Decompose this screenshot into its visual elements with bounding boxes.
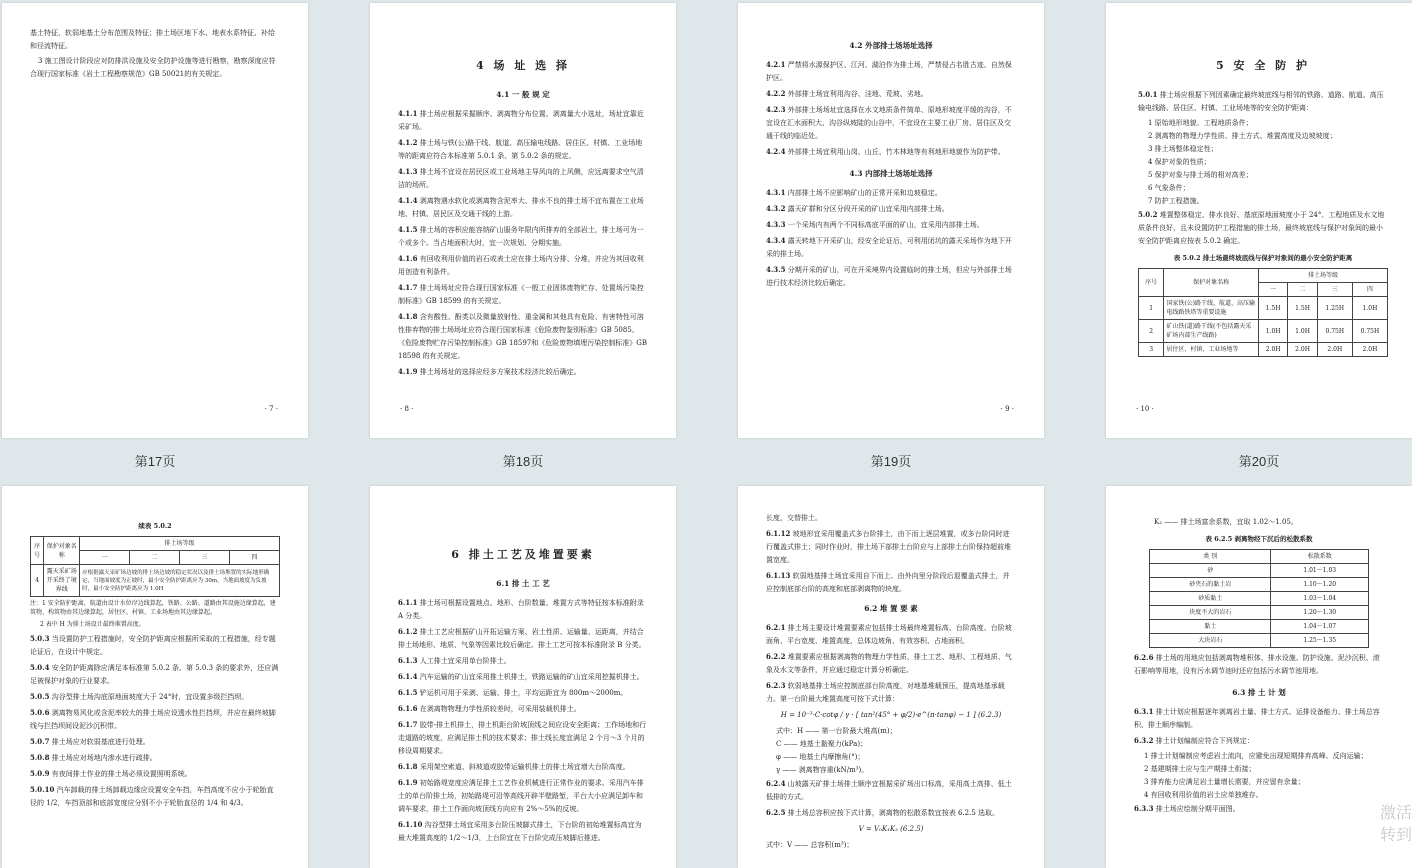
table-cell: 黏土	[1150, 620, 1271, 634]
clause-number: 5.0.4	[30, 663, 50, 672]
list-item: 7 防护工程措施。	[1148, 197, 1204, 205]
paragraph-list	[1134, 705, 1384, 748]
page-number: · 10 ·	[1136, 405, 1154, 413]
paragraph	[766, 202, 1016, 216]
clause-number: 5.0.1	[1138, 90, 1158, 99]
table-cell: 1.0H	[1352, 297, 1387, 320]
table-cell: 块度不大的岩石	[1150, 606, 1271, 620]
clause-number: 5.0.9	[30, 769, 50, 778]
clause-number: 6.2.2	[766, 652, 786, 661]
clause-text: 堆置要素应根据剥离物的物理力学性质、排土工艺、地形、工程地质、气象及水文等条件，并应通过稳定计算分析确定。	[766, 653, 1012, 674]
clause-number: 6.1.2	[398, 627, 418, 636]
text-line: 3 施工图设计阶段应对防排洪设施及安全防护设施等进行勘察，勘察深度应符合现行国家标准《岩土工程勘察规范》GB 50021的有关规定。	[30, 57, 276, 78]
clause-text: 软弱地基排土场应控制底部台阶高度，对地基堆载预压，提高地基承载力。第一台阶最大堆置高度可按下式计算：	[766, 682, 1005, 703]
paragraph	[766, 87, 1016, 101]
table-row	[1150, 564, 1369, 578]
table-cell: 3	[1139, 343, 1164, 357]
table-header: 二	[1288, 283, 1317, 297]
clause-number: 6.1.9	[398, 778, 418, 787]
list-item: 4 保护对象的性质；	[1148, 158, 1211, 166]
safety-distance-table-cont	[30, 536, 280, 597]
paragraph-list	[766, 621, 1016, 706]
activation-watermark: 激活 转到	[1380, 803, 1412, 844]
page-22[interactable]	[370, 486, 676, 868]
table-note: 2 表中 H 为排土场设计最终堆置高度。	[40, 621, 145, 628]
clause-text: 有回收利用价值的岩石或表土应在排土场内分排、分堆，并应为其回收利用创造有利条件。	[398, 255, 644, 276]
paragraph-list	[766, 58, 1016, 159]
table-cell: 大块岩石	[1150, 634, 1271, 648]
clause-text: 有夜间排土作业的排土场必须设置照明系统。	[51, 770, 192, 778]
clause-text: 排土场不宜设在居民区或工业场地主导风向的上风侧，应远离要求空气清洁的场所。	[398, 168, 644, 189]
page-17[interactable]	[2, 3, 308, 438]
clause-number: 6.1.6	[398, 704, 418, 713]
clause-text: 剥离物遇水软化或剥离物含泥率大、排水不良的排土场不宜布置在工业场地、村镇、居民区及交通干线的上游。	[398, 197, 644, 218]
paragraph	[398, 223, 648, 250]
paragraph	[766, 621, 1016, 648]
chapter-title: 4 场 址 选 择	[476, 59, 570, 72]
table-header: 四	[1352, 283, 1387, 297]
paragraph	[398, 760, 648, 774]
clause-text: 排土场的用地应包括剥离物堆积体、排水设施、防护设施、泥沙沉积、滚石影响等用地，没有污水调节池时还应包括污水调节池用地。	[1134, 654, 1380, 675]
paragraph	[398, 107, 648, 134]
clause-text: 一个采场内有两个不同标高底平面的矿山，宜采用内部排土场。	[787, 221, 984, 229]
clause-number: 6.2.1	[766, 623, 786, 632]
table-cell: 1.10～1.20	[1271, 578, 1369, 592]
paragraph	[766, 806, 1016, 820]
list-item: 4 有回收利用价值的岩土应单独堆存。	[1144, 791, 1263, 799]
table-cell: 1.0H	[1288, 320, 1317, 343]
paragraph	[766, 103, 1016, 143]
table-header: 序号	[1139, 269, 1164, 297]
clause-number: 6.3.2	[1134, 736, 1154, 745]
clause-text: 软弱地基排土场宜采用自下而上、由外向里分阶段后退覆盖式排土，并应控制底部台阶的高度和底部剥离物的块度。	[766, 572, 1010, 593]
paragraph	[1138, 88, 1388, 115]
table-cell: 矿山铁(道)路干线(不包括露天采矿场内部生产线路)	[1164, 320, 1259, 343]
table-cell: 0.75H	[1317, 320, 1352, 343]
paragraph	[398, 310, 648, 363]
text-line: 长度，交替排土。	[766, 514, 822, 522]
table-row	[1139, 343, 1388, 357]
clause-number: 4.3.1	[766, 188, 786, 197]
table-cell: 1.03～1.04	[1271, 592, 1369, 606]
clause-number: 6.2.3	[766, 681, 786, 690]
clause-text: 采用架空索道、斜坡道或胶带运输机排土的排土场宜增大台阶高度。	[419, 763, 630, 771]
table-header: 松散系数	[1271, 550, 1369, 564]
clause-number: 6.3.1	[1134, 707, 1154, 716]
clause-number: 4.2.1	[766, 60, 786, 69]
clause-number: 4.2.2	[766, 89, 786, 98]
clause-number: 4.2.4	[766, 147, 786, 156]
clause-text: 排土场场址应符合现行国家标准《一般工业固体废物贮存、处置场污染控制标准》GB 18599 的有关规定。	[398, 284, 644, 305]
clause-number: 4.3.4	[766, 236, 786, 245]
section-title: 4.2 外部排土场场址选择	[849, 41, 933, 50]
paragraph-list	[766, 777, 1016, 820]
table-cell: 应根据露天采矿场边坡的排土场边坡的稳定状况以及排土场堆置的实际地形确定，当地面坡度为正坡时，最小安全防护距离应为 30m，当地面坡度为负坡时，最小安全防护距离应为 1.0H	[80, 565, 280, 597]
table-caption: 表 6.2.5 剥离物经下沉后的松散系数	[1205, 535, 1313, 543]
paragraph	[30, 783, 280, 810]
clause-text: 排土计划应根据逐年剥离岩土量、排土方式、运排设备能力、排土场总容积、排土顺序编制。	[1134, 708, 1380, 729]
paragraph	[398, 654, 648, 668]
list-item: 3 排弃能力应满足岩土量增长需要，并应留有余量；	[1144, 778, 1305, 786]
table-header: 排土场等级	[1258, 269, 1387, 283]
table-header: 二	[130, 551, 180, 565]
clause-text: 沟谷型排土场宜采用多台阶压坡脚式排土，下台阶的初始堆置标高宜为最大堆置高度的 1/2～1/3，上台阶宜在下台阶完成压坡脚后推进。	[398, 821, 642, 842]
table-cell: 砂夹石的黏土岩	[1150, 578, 1271, 592]
section-title: 6.1 排 土 工 艺	[496, 579, 550, 588]
clause-number: 4.2.3	[766, 105, 786, 114]
clause-text: 沟谷型排土场沟底原地面坡度大于 24°时，宜设置多级拦挡坝。	[51, 693, 249, 701]
clause-text: 胶带-排土机排土，排土机距台阶坡顶线之间应设安全距离；工作场地和行走道路的坡度，应满足排土机的技术要求；排土线长度宜满足 2 个月～3 个月的移设周期要求。	[398, 721, 647, 755]
table-cell: 砂质黏土	[1150, 592, 1271, 606]
list-item: 3 排土场整体稳定性；	[1148, 145, 1218, 153]
list-item: 1 原始地形地貌、工程地质条件；	[1148, 119, 1253, 127]
paragraph	[398, 686, 648, 700]
table-cell: 0.75H	[1352, 320, 1387, 343]
chapter-title: 6 排土工艺及堆置要素	[451, 548, 595, 561]
table-row	[1139, 320, 1388, 343]
clause-text: 铲运机可用于采剥、运输、排土，平均运距宜为 800m～2000m。	[419, 689, 628, 697]
table-cell: 1.5H	[1288, 297, 1317, 320]
definition-list	[766, 725, 1016, 777]
clause-number: 6.2.6	[1134, 653, 1154, 662]
paragraph	[30, 735, 280, 749]
paragraph	[398, 818, 648, 845]
paragraph-list	[398, 107, 648, 379]
clause-number: 4.3.3	[766, 220, 786, 229]
formula: V = V₀K₁K₂ (6.2.5)	[858, 825, 924, 833]
formula: H = 10⁻³·C·cotφ / γ · [ tan²(45° + φ/2)·e^(π·tanφ) − 1 ] (6.2.3)	[780, 711, 1002, 719]
clause-text: 外部排土场宜利用山岗、山丘、竹木林地等有利地形地貌作为防护带。	[787, 148, 1005, 156]
safety-distance-table	[1138, 268, 1388, 357]
paragraph	[766, 650, 1016, 677]
paragraph	[766, 58, 1016, 85]
table-cell: 2.0H	[1317, 343, 1352, 357]
paragraph	[766, 777, 1016, 804]
clause-text: 汽车卸载的排土场卸载边缘应设置安全车挡，车挡高度不应小于轮胎直径的 1/2，车挡顶部和底部宽度应分别不小于轮胎直径的 1/4 和 4/3。	[30, 786, 274, 807]
clause-number: 4.1.5	[398, 225, 418, 234]
clause-number: 6.1.8	[398, 762, 418, 771]
clause-text: 露天转地下开采矿山，经安全论证后，可利用闭坑的露天采场作为地下开采的排土场。	[766, 237, 1012, 258]
clause-text: 堆置整体稳定、排水良好、基底原地面坡度小于 24°、工程地质及水文地质条件良好，且未设置防护工程措施的排土场，最终坡底线与保护对象间的最小安全防护距离应按表 5.0.2 确定。	[1138, 211, 1385, 245]
clause-text: 在剥离物物理力学性质较差时，可采用装载机排土。	[419, 705, 581, 713]
clause-number: 6.3.3	[1134, 804, 1154, 813]
table-row	[1139, 297, 1388, 320]
clause-text: 安全防护距离除应满足本标准第 5.0.2 条、第 5.0.3 条的要求外，还应满足被保护对象的行业要求。	[30, 664, 279, 685]
clause-text: 内部排土场不应影响矿山的正常开采和边坡稳定。	[787, 189, 942, 197]
clause-number: 6.1.1	[398, 598, 418, 607]
section-title: 4.1 一 般 规 定	[496, 90, 550, 99]
paragraph-list	[766, 186, 1016, 290]
table-row	[1150, 592, 1369, 606]
paragraph	[30, 661, 280, 688]
table-row	[1150, 620, 1369, 634]
clause-number: 6.1.13	[766, 571, 791, 580]
table-row	[1150, 606, 1369, 620]
paragraph	[30, 632, 280, 659]
page-number: · 9 ·	[1000, 405, 1014, 413]
paragraph	[398, 596, 648, 623]
clause-text: 排土场应根据下列因素确定最终坡底线与相邻的铁路、道路、航道、高压输电线路、居住区、村镇、工业场地等的安全防护距离：	[1138, 91, 1384, 112]
clause-number: 6.1.3	[398, 656, 418, 665]
loose-coefficient-table	[1149, 549, 1369, 648]
clause-number: 4.1.6	[398, 254, 418, 263]
clause-number: 6.1.7	[398, 720, 418, 729]
paragraph	[398, 252, 648, 279]
clause-text: 初始路堤宽度应满足排土工艺作业机械进行正常作业的要求。采用汽车排土的单台阶排土场，初始路堤可沿等高线开辟半壁路堑，平台大小应满足卸车和调车要求，排土工作面向坡顶线方向应有 2%～5%的反坡。	[398, 779, 644, 813]
table-cell: 1.5H	[1258, 297, 1287, 320]
definition: γ —— 剥离物容重(kN/m³)。	[776, 766, 869, 774]
item-list	[1134, 750, 1384, 802]
clause-number: 6.1.4	[398, 672, 418, 681]
definition: φ —— 地基土内摩擦角(°)；	[776, 753, 865, 761]
table-cell: 1.20～1.30	[1271, 606, 1369, 620]
paragraph	[30, 767, 280, 781]
table-cell: 2.0H	[1288, 343, 1317, 357]
page-20[interactable]	[1106, 3, 1412, 438]
clause-number: 4.1.4	[398, 196, 418, 205]
clause-number: 6.2.5	[766, 808, 786, 817]
paragraph	[398, 281, 648, 308]
table-header: 三	[1317, 283, 1352, 297]
clause-number: 6.1.5	[398, 688, 418, 697]
page-caption: 第18页	[502, 454, 544, 469]
table-cell: 国家铁(公)路干线、航道、高压输电线路铁塔等重要设施	[1164, 297, 1259, 320]
clause-text: 排土场总容积应按下式计算，剥离物的松散系数宜按表 6.2.5 选取。	[787, 809, 999, 817]
page-caption: 第19页	[870, 454, 912, 469]
page-caption: 第20页	[1238, 454, 1280, 469]
paragraph	[1134, 734, 1384, 748]
clause-number: 5.0.6	[30, 708, 50, 717]
table-note: 注：1 安全防护距离，航道由设计水位岸边线算起，铁路、公路、道路由其设施边缘算起，建筑物、构筑物由其边缘算起，居住区、村镇、工业场地由其边缘算起。	[30, 600, 276, 616]
paragraph	[1134, 651, 1384, 678]
paragraph	[30, 751, 280, 765]
list-item: 6 气象条件；	[1148, 184, 1190, 192]
text-line: 式中：V —— 总容积(m³)；	[766, 841, 854, 849]
clause-number: 5.0.10	[30, 785, 55, 794]
paragraph-list	[30, 632, 280, 810]
page-19[interactable]	[738, 3, 1044, 438]
clause-text: 剥离物易风化或含泥率较大的排土场应设透水性拦挡坝，并应在最终坡脚线与拦挡坝间设泥沙沉积带。	[30, 709, 276, 730]
clause-text: 人工排土宜采用单台阶排土。	[419, 657, 511, 665]
clause-text: 排土场的容积应能容纳矿山服务年限内所排弃的全部岩土，排土场可为一个或多个。当占地面积大时，宜一次规划、分期实施。	[398, 226, 644, 247]
list-item: 2 剥离物的物理力学性质、排土方式、堆置高度及边坡坡度；	[1148, 132, 1337, 140]
table-header: 一	[80, 551, 130, 565]
list-item: 2 基建期排土应与生产期排土衔接；	[1144, 765, 1256, 773]
table-header: 保护对象名称	[1164, 269, 1259, 297]
page-21[interactable]	[2, 486, 308, 868]
table-header: 一	[1258, 283, 1287, 297]
paragraph	[766, 186, 1016, 200]
paragraph	[766, 218, 1016, 232]
paragraph	[398, 625, 648, 652]
table-caption: 续表 5.0.2	[138, 522, 172, 530]
clause-number: 4.1.1	[398, 109, 418, 118]
clause-text: 严禁将水源保护区、江河、湖泊作为排土场，严禁侵占名胜古迹、自然保护区。	[766, 61, 1012, 82]
paragraph	[1138, 208, 1388, 248]
clause-number: 4.1.2	[398, 138, 418, 147]
definition: C —— 地基土黏聚力(kPa)；	[776, 740, 868, 748]
clause-number: 6.1.12	[766, 529, 791, 538]
clause-text: 山坡露天矿排土场排土顺序宜根据采矿场出口标高，采用高土高排、低土低排的方式。	[766, 780, 1012, 801]
table-cell: 砂	[1150, 564, 1271, 578]
paragraph	[398, 670, 648, 684]
table-header: 排土场等级	[80, 537, 280, 551]
table-cell: 4	[31, 565, 44, 597]
clause-text: 排土场可根据设置地点、地形、台阶数量、堆置方式等特征按本标准附录 A 分类。	[398, 599, 644, 620]
paragraph	[398, 702, 648, 716]
paragraph	[398, 136, 648, 163]
clause-number: 5.0.5	[30, 692, 50, 701]
table-header: 三	[180, 551, 230, 565]
table-cell: 1.04～1.07	[1271, 620, 1369, 634]
clause-text: 当设置防护工程措施时，安全防护距离应根据所采取的工程措施，经专题论证后，在设计中规定。	[30, 635, 276, 656]
section-title: 6.3 排 土 计 划	[1232, 688, 1286, 697]
clause-text: 汽车运输的矿山宜采用推土机排土，铁路运输的矿山宜采用挖掘机排土。	[419, 673, 644, 681]
clause-text: 坡地形宜采用覆盖式多台阶排土，由下而上逐层堆置，或多台阶同时进行覆盖式排土；同时作业时，排土场下部排土台阶应与上部排土台阶保持超前堆置宽度。	[766, 530, 1011, 564]
table-header: 序号	[31, 537, 44, 565]
page-number: · 8 ·	[400, 405, 414, 413]
clause-text: 排土场主要设计堆置要素应包括排土场最终堆置标高、台阶高度、台阶坡面角、平台宽度、堆置高度、总体边坡角、有效容积、占地面积。	[766, 624, 1012, 645]
table-header: 类 别	[1150, 550, 1271, 564]
list-item: 5 保护对象与排土场的相对高差；	[1148, 171, 1253, 179]
clause-text: 排土场应根据采掘顺序、剥离物分布位置、剥离量大小选址，场址宜靠近采矿场。	[398, 110, 644, 131]
paragraph-list	[398, 596, 648, 845]
list-item: 1 排土计划编制应考虑岩土流向，应避免出现短期排弃高峰、反向运输；	[1144, 752, 1368, 760]
table-cell: 1.0H	[1258, 320, 1287, 343]
table-cell: 1.25～1.35	[1271, 634, 1369, 648]
table-header: 四	[229, 551, 279, 565]
paragraph	[1134, 802, 1384, 816]
paragraph	[766, 679, 1016, 706]
paragraph-list	[766, 527, 1016, 596]
section-title: 6.2 堆 置 要 素	[864, 604, 918, 613]
paragraph	[398, 776, 648, 816]
clause-number: 6.2.4	[766, 779, 786, 788]
clause-text: 排土场应对场地内渗水进行疏排。	[51, 754, 157, 762]
table-caption: 表 5.0.2 排土场最终坡底线与保护对象间的最小安全防护距离	[1173, 254, 1353, 262]
text-line: K₂ —— 排土场富余系数，宜取 1.02～1.05。	[1154, 518, 1298, 526]
clause-text: 排土场场址的选择应经多方案技术经济比较后确定。	[419, 368, 581, 376]
page-number: · 7 ·	[264, 405, 278, 413]
clause-text: 分期开采的矿山，可在开采境界内设置临时的排土场，但应与外部排土场进行技术经济比较后确定。	[766, 266, 1012, 287]
clause-number: 4.3.2	[766, 204, 786, 213]
clause-text: 外部排土场场址宜选择在水文地质条件简单、原地形坡度平缓的沟谷，不宜设在汇水面积大、沟谷纵坡陡的山谷中，不宜设在主要工业厂房、居住区及交通干线的临近处。	[766, 106, 1012, 140]
clause-text: 排土场应绘制分期平面图。	[1155, 805, 1240, 813]
text-line: 基土特征、软弱地基土分布范围及特征；排土场区地下水、地表水系特征、补给和径流特征。	[30, 29, 275, 50]
item-list	[1138, 117, 1388, 208]
table-row	[1150, 634, 1369, 648]
clause-number: 4.1.7	[398, 283, 418, 292]
paragraph	[30, 706, 280, 733]
page-18[interactable]	[370, 3, 676, 438]
paragraph	[30, 690, 280, 704]
paragraph	[398, 194, 648, 221]
clause-text: 露天矿群和分区分段开采的矿山宜采用内部排土场。	[787, 205, 949, 213]
table-row	[31, 565, 280, 597]
paragraph	[766, 263, 1016, 290]
paragraph	[766, 234, 1016, 261]
definition: 式中：H —— 第一台阶最大堆高(m)；	[776, 727, 897, 735]
clause-number: 4.1.3	[398, 167, 418, 176]
clause-text: 排土场应对软弱基底进行处理。	[51, 738, 150, 746]
page-24[interactable]	[1106, 486, 1412, 868]
chapter-title: 5 安 全 防 护	[1216, 59, 1310, 72]
paragraph	[1134, 705, 1384, 732]
paragraph	[398, 718, 648, 758]
clause-number: 4.3.5	[766, 265, 786, 274]
paragraph	[766, 569, 1016, 596]
table-cell: 2.0H	[1352, 343, 1387, 357]
table-cell: 1	[1139, 297, 1164, 320]
table-cell: 居住区、村镇、工业场地等	[1164, 343, 1259, 357]
paragraph	[766, 145, 1016, 159]
table-cell: 露天采矿场开采终了境界线	[44, 565, 80, 597]
paragraph	[398, 365, 648, 379]
page-23[interactable]	[738, 486, 1044, 868]
clause-text: 外部排土场宜利用沟谷、洼地、荒坡、劣地。	[787, 90, 928, 98]
table-cell: 1.01～1.03	[1271, 564, 1369, 578]
paragraph	[398, 165, 648, 192]
clause-number: 6.1.10	[398, 820, 423, 829]
table-header: 保护对象名称	[44, 537, 80, 565]
table-cell: 2.0H	[1258, 343, 1287, 357]
clause-text: 排土场与铁(公)路干线、航道、高压输电线路、居住区、村镇、工业场地等的距离应符合本标准第 5.0.1 条、第 5.0.2 条的规定。	[398, 139, 643, 160]
paragraph	[766, 527, 1016, 567]
table-cell: 2	[1139, 320, 1164, 343]
clause-number: 4.1.9	[398, 367, 418, 376]
page-caption: 第17页	[134, 454, 176, 469]
clause-text: 含有酸性、酚类以及微量放射性、重金属和其他具有危险、有害特性可溶性排弃物的排土场场址应符合现行国家标准《危险废物鉴别标准》GB 5085、《危险废物贮存污染控制标准》GB 18597和《危险废物填埋污染控制标准》GB 18598 的有关规定。	[398, 313, 647, 360]
clause-number: 4.1.8	[398, 312, 418, 321]
clause-text: 排土计划编制应符合下列规定：	[1155, 737, 1254, 745]
section-title: 4.3 内部排土场场址选择	[849, 169, 933, 178]
clause-text: 排土工艺应根据矿山开拓运输方案、岩土性质、运输量、运距离，并结合排土场地形、地质、气象等因素比较后确定。排土工艺可按本标准附录 B 分类。	[398, 628, 646, 649]
clause-number: 5.0.3	[30, 634, 50, 643]
clause-number: 5.0.2	[1138, 210, 1158, 219]
table-cell: 1.25H	[1317, 297, 1352, 320]
table-row	[1150, 578, 1369, 592]
clause-number: 5.0.7	[30, 737, 50, 746]
clause-number: 5.0.8	[30, 753, 50, 762]
